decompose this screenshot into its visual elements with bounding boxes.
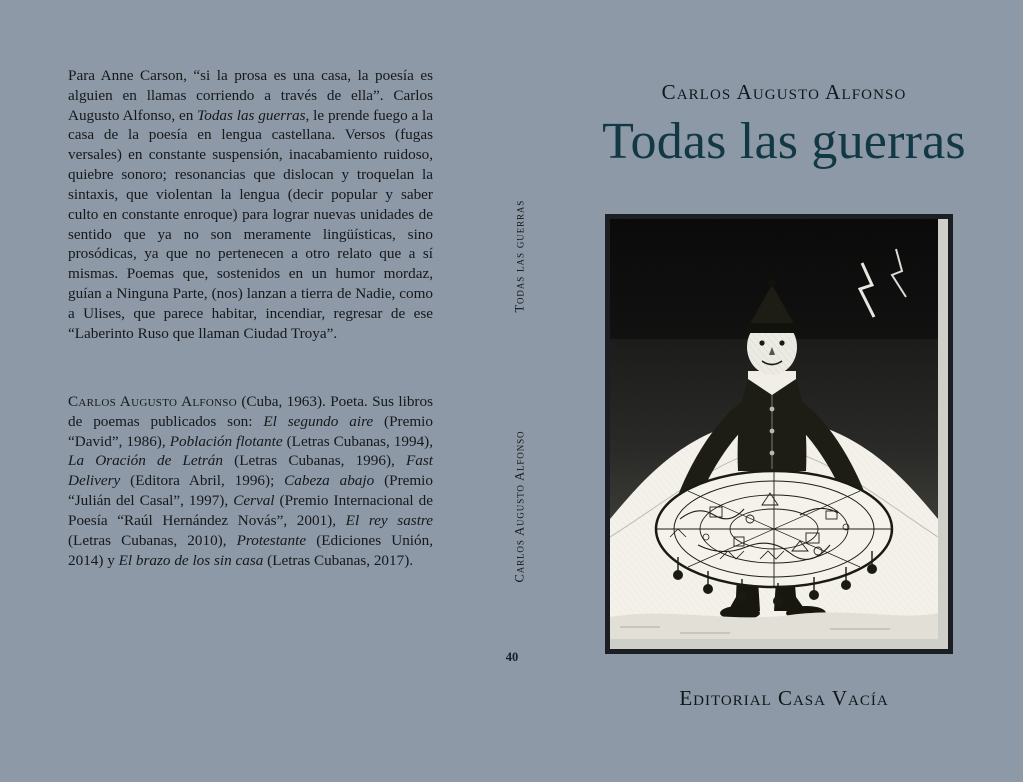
front-cover-panel xyxy=(545,0,1023,782)
cover-author-name: Carlos Augusto Alfonso xyxy=(661,80,907,104)
spine-panel xyxy=(490,0,545,782)
cover-artwork xyxy=(605,214,953,654)
page-number: 40 xyxy=(505,650,519,664)
spine-title: Todas las guerras xyxy=(512,199,527,313)
author-biography: Carlos Augusto Alfonso (Cuba, 1963). Poeta. Sus libros de poemas publicados son: El segundo aire (Premio “David”, 1986), Población flotante (Letras Cubanas, 1994), La Oración de Letrán (Letras Cubanas, 1996), Fast Delivery (Editora Abril, 1996); Cabeza abajo (Premio “Julián del Casal”, 1997), Cerval (Premio Internacional de Poesía “Raúl Hernández Novás”, 2001), El rey sastre (Letras Cubanas, 2010), Protestante (Ediciones Unión, 2014) y El brazo de los sin casa (Letras Cubanas, 2017). xyxy=(68,393,434,569)
cover-artwork-engraving xyxy=(610,219,938,639)
cover-title: Todas las guerras xyxy=(602,113,966,170)
publisher-imprint: Editorial Casa Vacía xyxy=(679,686,889,710)
back-cover-blurb: Para Anne Carson, “si la prosa es una casa, la poesía es alguien en llamas corriendo a través de ella”. Carlos Augusto Alfonso, en Todas las guerras, le prende fuego a la casa de la poesía en lengua castellana. Versos (fugas versales) en constante suspensión, inacabamiento ruidoso, quiebre sonoro; resonancias que dislocan y troquelan la sintaxis, que violentan la lengua (decir popular y saber culto en constante enroque) para lograr nuevas unidades de sentido que ya no son meramente lingüísticas, sino prosódicas, ya que no pertenecen a otro relato que a sí mismas. Poemas que, sostenidos en un humor mordaz, guían a Ninguna Parte, (nos) lanzan a tierra de Nadie, como a Ulises, que parece habitar, incendiar, regresar de ese “Laberinto Ruso que llaman Ciudad Troya”. xyxy=(68,67,434,342)
spine-author: Carlos Augusto Alfonso xyxy=(512,430,527,583)
